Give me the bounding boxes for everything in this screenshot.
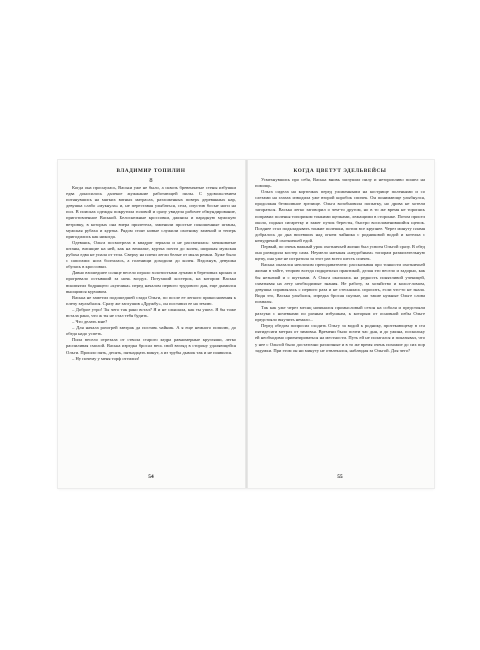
left-page-body	[66, 185, 236, 362]
paragraph: Перед обедом попросил сходить Ольгу за водой к роднику, протекающему в ста пятидесяти метрах от зимовья. Времени было почти час дня, и до ужина, поскольку ей необходимо ориентироваться на местности. Путь ей не полагался и показывал, что у нее с Ольгой было достаточно различные и в то же время очень похожие до сих пор задумки. При этом он ни минуту не отвлекался, наблюдая за Ольгой. Для чего?	[255, 323, 425, 353]
paragraph: Одеваясь, Ольга посмотрела в квадрат зеркала и не рассмеялась: мешковатые штаны, висящие на ней, как на вешалке, куртка почти до колен, широкая мужская рубаха едва не упала от тела. Сверху на плечи легли белые от мыла ремни. Хуже было с сапогами: нога болталась, а голенищи доходили до колен. Вздохнув, девушка обулась в кроссовки.	[66, 239, 236, 270]
paragraph: Когда она проснулась, Васьки уже не было, а сквозь бревенчатые стены избушки едва доносилось далекое жужжание работающей пилы. С удовольствием потянувшись на мягких ватных матрасах, разложенных поверх деревянных нар, девушка слабо «мукнула» и, не переставая улыбаться, села, опустив босые ноги на пол. В поисках одежды покрутила головой и сразу увидела рабочее обмундирование, приготовленное Васькой. Белоснежные кроссовки, джинсы и парадную мужскую ветровку, в которых она вчера прилетела, заменили простые поношенные штаны, мужская рубаха и куртка. Рядом стоят новые служили охотнику заменой и теперь пригодились как никогда.	[66, 185, 236, 239]
chapter-number: 8	[149, 177, 153, 184]
paragraph: – Что делать мне?	[72, 319, 108, 325]
paragraph: – Ну почему у меня торф отгилил!	[72, 355, 140, 361]
left-page	[66, 168, 236, 362]
paragraph: Ольга сидела на корточках перед уложенными на кострище поленьями и со слезами на глазах изводила уже второй коробок спичек. Он понимающе улыбнулся, продолжая безмолвное зрелище. Ольга возобновила попытку, но дрова не хотели загораться. Васька легко заговорил о чем-то другом, но в то же время не торопясь поправил поленья топориком тонкими щепками, лежащими в сторонке. Потом присел около, поднял сигаретку и зажег пучок бересты, быстро воспламенившийся щепок. Позднее стал подкладывать тонкие полешки, потом все крупнее. Через минуту пламя добралось до дна висевших над огнем чайника с родниковой водой и котелка с немудреной охотничьей едой.	[255, 189, 425, 243]
paragraph: Давно взошедшее солнце весело играло золотистыми лучами в березовых кронах и прогревало остывший за ночь воздух. Потухший костерок, на котором Васька вскипятил бодрящего «купчика» перед началом первого трудового дня, еще дымился выощимся курчавом.	[66, 270, 236, 294]
paragraph: Пила весело отрезала от ствола старого кедра равномерные кругляши, легко распиливая смолой. Васька изредка бросал весь свой взгляд в сторону удаляющейся Ольги. Прошло пять, десять, пятнадцать минут, а из трубы дымок так и не появился.	[66, 337, 236, 355]
right-page-number: 55	[337, 474, 343, 480]
paragraph: – Доброе утро! Ты чего так рано встал? Я и не слышала, как ты ушел. Я бы тоже встала рано, что ж ты не стал тебя будить.	[66, 306, 236, 318]
right-page	[255, 168, 425, 354]
right-page-body	[255, 177, 425, 354]
paragraph: – Для начала разогрей завтрак да поставь чайник. А я еще немного попилю, до обеда надо успеть.	[66, 325, 236, 337]
paragraph: Усмехнувшись про себя, Васька вновь заглушил пилу и неторопливо пошел на помощь.	[255, 177, 425, 189]
left-page-number: 54	[148, 474, 154, 480]
paragraph: Так как уже через месяц начинался промысловый сезон на соболя и предстояли разлуки с ночевками по разным избушкам, к которым от основной избы Ольге предстояло выучить немало...	[255, 304, 425, 323]
book-gutter	[245, 160, 248, 488]
paragraph: Васька оказался неплохим преподавателем: рассказывая про тонкости охотничьей жизни в тайге, теорию всегда подкреплял практикой, делая это весело и задорно, как бы незначай и с шутками. А Ольга оказалась на редкость понятливой ученицей, схватывая на лету необходимые знания. Не работу, за хозяйство и колол-ломом, девушка справлялась с первого раза и не стеснялась спросить, если что-то не знала. Видя это, Васька улыбался, изредка бросая скупые, но такие нужные Ольге слова похвалы.	[255, 262, 425, 304]
book-spread	[58, 160, 434, 488]
paragraph: Первый, по очень важный урок охотничьей жизни был усвоен Ольгой сразу. В обед она разводила костер сама. Неумело натыкая «неудобным» топорам разжигательную щепу, она уже не истратила за этот раз всего шесть спичек.	[255, 244, 425, 262]
left-running-head: ВЛАДИМИР ТОПИЛИН	[116, 168, 186, 174]
paragraph: Васька не заметил подошедшей сзади Ольги, по после ее легкого прикосновения к плечу заулыбался. Сразу же заглушив «Дружбу», он поставил ее на землю.	[66, 294, 236, 306]
right-running-head: КОГДА ЦВЕТУТ ЭДЕЛЬВЕЙСЫ	[293, 168, 387, 174]
